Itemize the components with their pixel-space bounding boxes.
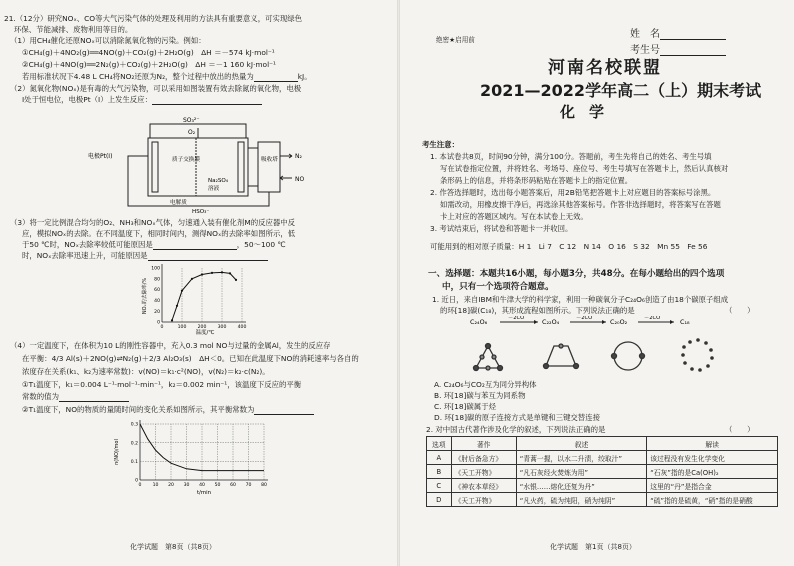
- data-point: [171, 319, 173, 321]
- q1-option-c: C. 环[18]碳属于烃: [434, 402, 496, 411]
- table-cell: 《肘后备急方》: [451, 451, 516, 465]
- answer-blank: [152, 96, 262, 105]
- q21-part4-f: ②T₁温度下，NO的物质的量随时间的变化关系如图所示，其平衡常数为: [22, 405, 314, 415]
- no-amount-vs-time-chart: [112, 418, 272, 496]
- answer-blank: [153, 241, 237, 250]
- x-tick-label: 50: [214, 483, 221, 488]
- notice-3: 3. 考试结束后，将试卷和答题卡一并收回。: [430, 224, 573, 233]
- table-header-work: 著作: [451, 437, 516, 451]
- table-cell: “青蒿一握，以水二升渍，绞取汁”: [516, 451, 646, 465]
- table-header-option: 选项: [427, 437, 452, 451]
- notice-1b: 写在试卷指定位置，并将姓名、考场号、座位号、考生号填写在答题卡上，然后认真核对: [440, 164, 729, 173]
- table-cell: 该过程没有发生化学变化: [647, 451, 778, 465]
- molecule-ring-c18: [681, 338, 714, 372]
- data-point: [191, 278, 193, 280]
- flow-arrow-3-label: －2CO: [644, 316, 661, 321]
- answer-blank: [59, 393, 129, 402]
- molecule-ring-2: [544, 344, 579, 369]
- q1-option-d: D. 环[18]碳的原子连接方式是单键和三键交替连接: [434, 413, 600, 422]
- flow-c22o4: C₂₂O₄: [542, 318, 560, 326]
- y-tick-label: 0: [157, 320, 160, 326]
- electrolysis-apparatus-diagram: [88, 116, 318, 214]
- atomic-masses: 可能用到的相对原子质量：H 1 Li 7 C 12 N 14 O 16 S 32 Mn 55 Fe 56: [430, 242, 708, 251]
- flow-arrow-1-label: －2CO: [508, 316, 525, 321]
- x-tick-label: 400: [237, 325, 247, 330]
- table-cell: “水银……熔化还复为丹”: [516, 479, 646, 493]
- diagram-no-label: NO: [295, 176, 305, 183]
- y-tick-label: 80: [154, 277, 160, 283]
- q1-option-b: B. 环[18]碳与苯互为同系物: [434, 391, 526, 400]
- chart1-ylabel: NOₓ的去除率/%: [142, 277, 148, 315]
- x-tick-label: 30: [183, 483, 190, 488]
- molecule-ring-3: [612, 342, 645, 370]
- y-tick-label: 100: [151, 266, 160, 272]
- exam-title: 河南名校联盟: [548, 58, 662, 78]
- flow-c24o6: C₂₄O₆: [470, 318, 488, 326]
- answer-blank: [254, 406, 314, 415]
- section-1-heading-b: 中，只有一个选项符合题意。: [442, 282, 554, 292]
- q21-part4-b: 在平衡：4/3 Al(s)＋2NO(g)⇌N₂(g)＋2/3 Al₂O₃(s) ΔH＜0。已知在此温度下NO的消耗速率与各自的: [22, 354, 359, 363]
- table-cell: C: [427, 479, 452, 493]
- x-tick-label: 70: [245, 483, 252, 488]
- data-curve: [172, 272, 236, 320]
- table-cell: 《天工开物》: [451, 465, 516, 479]
- table-cell: A: [427, 451, 452, 465]
- chart2-xlabel: t/min: [196, 490, 212, 496]
- y-tick-label: 0: [135, 478, 138, 484]
- q21-part4-e: 常数的值为: [22, 392, 129, 402]
- q2-options-table: [426, 436, 778, 507]
- flow-c20o2: C₂₀O₂: [610, 318, 628, 326]
- y-tick-label: 0.1: [130, 459, 138, 465]
- q21-head-2: 环保、节能减排、废物利用等目的。: [14, 25, 133, 34]
- table-cell: B: [427, 465, 452, 479]
- diagram-na2so4-label: Na₂SO₄: [208, 178, 229, 184]
- data-point: [211, 272, 213, 274]
- q21-part2-b: Ⅰ处于恒电位，电极Pt（Ⅰ）上发生反应：: [22, 95, 262, 105]
- q21-part3-c: 于50 ℃时，NOₓ去除率较低可能原因是 ，50～100 ℃: [22, 240, 286, 249]
- exam-subject: 化学: [560, 103, 619, 121]
- right-page: [400, 0, 794, 566]
- table-header-statement: 叙述: [516, 437, 646, 451]
- q2-text: 2. 对中国古代著作涉及化学的叙述，下列说法正确的是: [426, 425, 606, 434]
- q1-text-b: 的环[18]碳(C₁₈)，其形成流程如图所示。下列说法正确的是: [440, 306, 635, 315]
- exam-subtitle: 2021—2022学年高二（上）期末考试: [480, 81, 762, 100]
- notice-2: 2. 作答选择题时，选出每小题答案后，用2B铅笔把答题卡上对应题目的答案标号涂黑。: [430, 188, 716, 197]
- diagram-membrane-label: 质子交换膜: [172, 157, 200, 163]
- left-page-footer: 化学试题 第8页（共8页）: [130, 543, 216, 551]
- data-point: [201, 273, 203, 275]
- table-cell: D: [427, 493, 452, 507]
- table-header-row: [427, 437, 778, 451]
- q21-part3-b: 应，模拟NOₓ的去除。在不同温度下，相同时间内，测得NOₓ的去除率如图所示，低: [22, 229, 296, 238]
- table-cell: 《天工开物》: [451, 493, 516, 507]
- y-tick-label: 40: [154, 299, 160, 304]
- flow-c18: C₁₈: [680, 318, 690, 326]
- equation-1: ①CH₄(g)＋4NO₂(g)══4NO(g)＋CO₂(g)＋2H₂O(g) ΔH ＝－574 kJ·mol⁻¹: [22, 48, 275, 57]
- diagram-electrode-label: 电极Pt(Ⅰ): [88, 153, 113, 160]
- right-page-footer: 化学试题 第1页（共8页）: [550, 543, 636, 551]
- notice-heading: 考生注意：: [422, 140, 459, 149]
- q2-answer-paren: （ ）: [725, 425, 755, 434]
- notice-2c: 卡上对应的答题区域内。写在本试卷上无效。: [440, 212, 588, 221]
- diagram-so3-label: SO₃²⁻: [183, 117, 200, 124]
- q21-part3: （3）将一定比例混合均匀的O₂、NH₃和NOₓ气体，匀速通入装有催化剂M的反应器中反: [10, 218, 296, 227]
- answer-blank: [254, 73, 298, 82]
- data-point: [221, 271, 223, 273]
- x-tick-label: 0: [160, 325, 164, 330]
- x-tick-label: 10: [152, 483, 159, 488]
- carbon-ring-formation-flow: [468, 316, 728, 378]
- flow-arrow-2-label: －2CO: [576, 316, 593, 321]
- table-cell: “硫”指的是硫黄，“硝”指的是硝酸: [647, 493, 778, 507]
- table-row: [427, 479, 778, 493]
- name-field[interactable]: 姓 名: [630, 29, 726, 40]
- q21-part4: （4）一定温度下，在体积为10 L的刚性容器中，充入0.3 mol NO与过量的金属Al，发生的反应存: [10, 341, 331, 350]
- diagram-n2-label: N₂: [295, 153, 302, 160]
- table-row: [427, 493, 778, 507]
- diagram-o2-label: O₂: [188, 129, 196, 136]
- x-tick-label: 100: [177, 325, 187, 330]
- table-cell: “石灰”指的是Ca(OH)₂: [647, 465, 778, 479]
- x-tick-label: 60: [230, 483, 236, 488]
- diagram-solution-label: 溶液: [208, 186, 220, 192]
- q21-head: 21.（12分）研究NOₓ、CO等大气污染气体的处理及利用的方法具有重要意义，可实现绿色: [4, 14, 303, 23]
- table-header-interpretation: 解读: [647, 437, 778, 451]
- confidential-label: 绝密★启用前: [436, 36, 475, 44]
- equation-2: ②CH₄(g)＋4NO(g)══2N₂(g)＋CO₂(g)＋2H₂O(g) ΔH ＝－1 160 kJ·mol⁻¹: [22, 60, 277, 69]
- table-cell: “凡火药，硫为纯阳，硝为纯阴”: [516, 493, 646, 507]
- section-1-heading: 一、选择题：本题共16小题，每小题3分，共48分。在每小题给出的四个选项: [428, 269, 725, 279]
- x-tick-label: 40: [199, 483, 205, 488]
- q21-part4-d: ①T₁温度下，k₁＝0.004 L⁻¹·mol⁻¹·min⁻¹，k₂＝0.002 min⁻¹，该温度下反应的平衡: [22, 380, 302, 389]
- q1-text: 1. 近日，来自IBM和牛津大学的科学家，利用一种碳氧分子C₂₄O₆创造了由18个碳原子组成: [432, 295, 729, 304]
- q21-part4-c: 浓度存在关系(k₁、k₂为速率常数)：v(NO)＝k₁·c²(NO)，v(N₂)＝k₂·c(N₂)。: [22, 367, 270, 376]
- table-cell: 《神农本草经》: [451, 479, 516, 493]
- diagram-absorber-label: 吸收塔: [261, 157, 278, 163]
- notice-1: 1. 本试卷共8页，时间90分钟，满分100分。答题前，考生先将自己的姓名、考生号填: [430, 152, 712, 161]
- data-point: [181, 290, 183, 292]
- diagram-hso3-label: HSO₃⁻: [192, 209, 210, 214]
- y-tick-label: 0.2: [130, 441, 138, 447]
- x-tick-label: 80: [261, 483, 267, 488]
- exam-number-field[interactable]: 考生号: [630, 45, 726, 56]
- table-row: [427, 465, 778, 479]
- x-tick-label: 20: [168, 483, 174, 488]
- x-tick-label: 200: [197, 325, 207, 330]
- q21-part1: （1）用CH₄催化还原NOₓ可以消除氮氧化物的污染。例如：: [10, 36, 206, 45]
- table-row: [427, 451, 778, 465]
- q21-part3-d: 时，NOₓ去除率迅速上升，可能原因是: [22, 251, 268, 261]
- data-point: [235, 279, 237, 281]
- table-cell: 这里的“丹”是指合金: [647, 479, 778, 493]
- table-cell: “凡石灰经火焚炼为用”: [516, 465, 646, 479]
- q1-option-a: A. C₂₄O₆与CO₂互为同分异构体: [434, 380, 537, 389]
- q1-answer-paren: （ ）: [725, 306, 755, 315]
- y-tick-label: 20: [154, 309, 160, 315]
- nox-removal-rate-chart: [140, 260, 250, 336]
- notice-2b: 如需改动，用橡皮擦干净后，再选涂其他答案标号。作答非选择题时，将答案写在答题: [440, 200, 721, 209]
- q21-part2: （2）氮氧化物(NOₓ)是有毒的大气污染物，可以采用如图装置有效去除氮的氧化物，电极: [10, 84, 302, 93]
- data-point: [176, 305, 178, 307]
- chart2-ylabel: n(NO)/mol: [114, 439, 120, 465]
- x-tick-label: 0: [138, 483, 142, 488]
- x-tick-label: 300: [217, 325, 227, 330]
- notice-1c: 条形码上的信息，并将条形码粘贴在答题卡上的指定位置。: [440, 176, 633, 185]
- molecule-ring-1: [474, 344, 503, 371]
- chart1-xlabel: 温度/℃: [195, 330, 215, 336]
- q21-part1-question: 若用标准状况下4.48 L CH₄将NO₂还原为N₂，整个过程中放出的热量为 kJ。: [22, 72, 312, 81]
- y-tick-label: 0.3: [130, 422, 138, 428]
- data-point: [229, 272, 231, 274]
- diagram-electrolyte-label: 电解质: [170, 200, 187, 206]
- y-tick-label: 60: [154, 288, 160, 294]
